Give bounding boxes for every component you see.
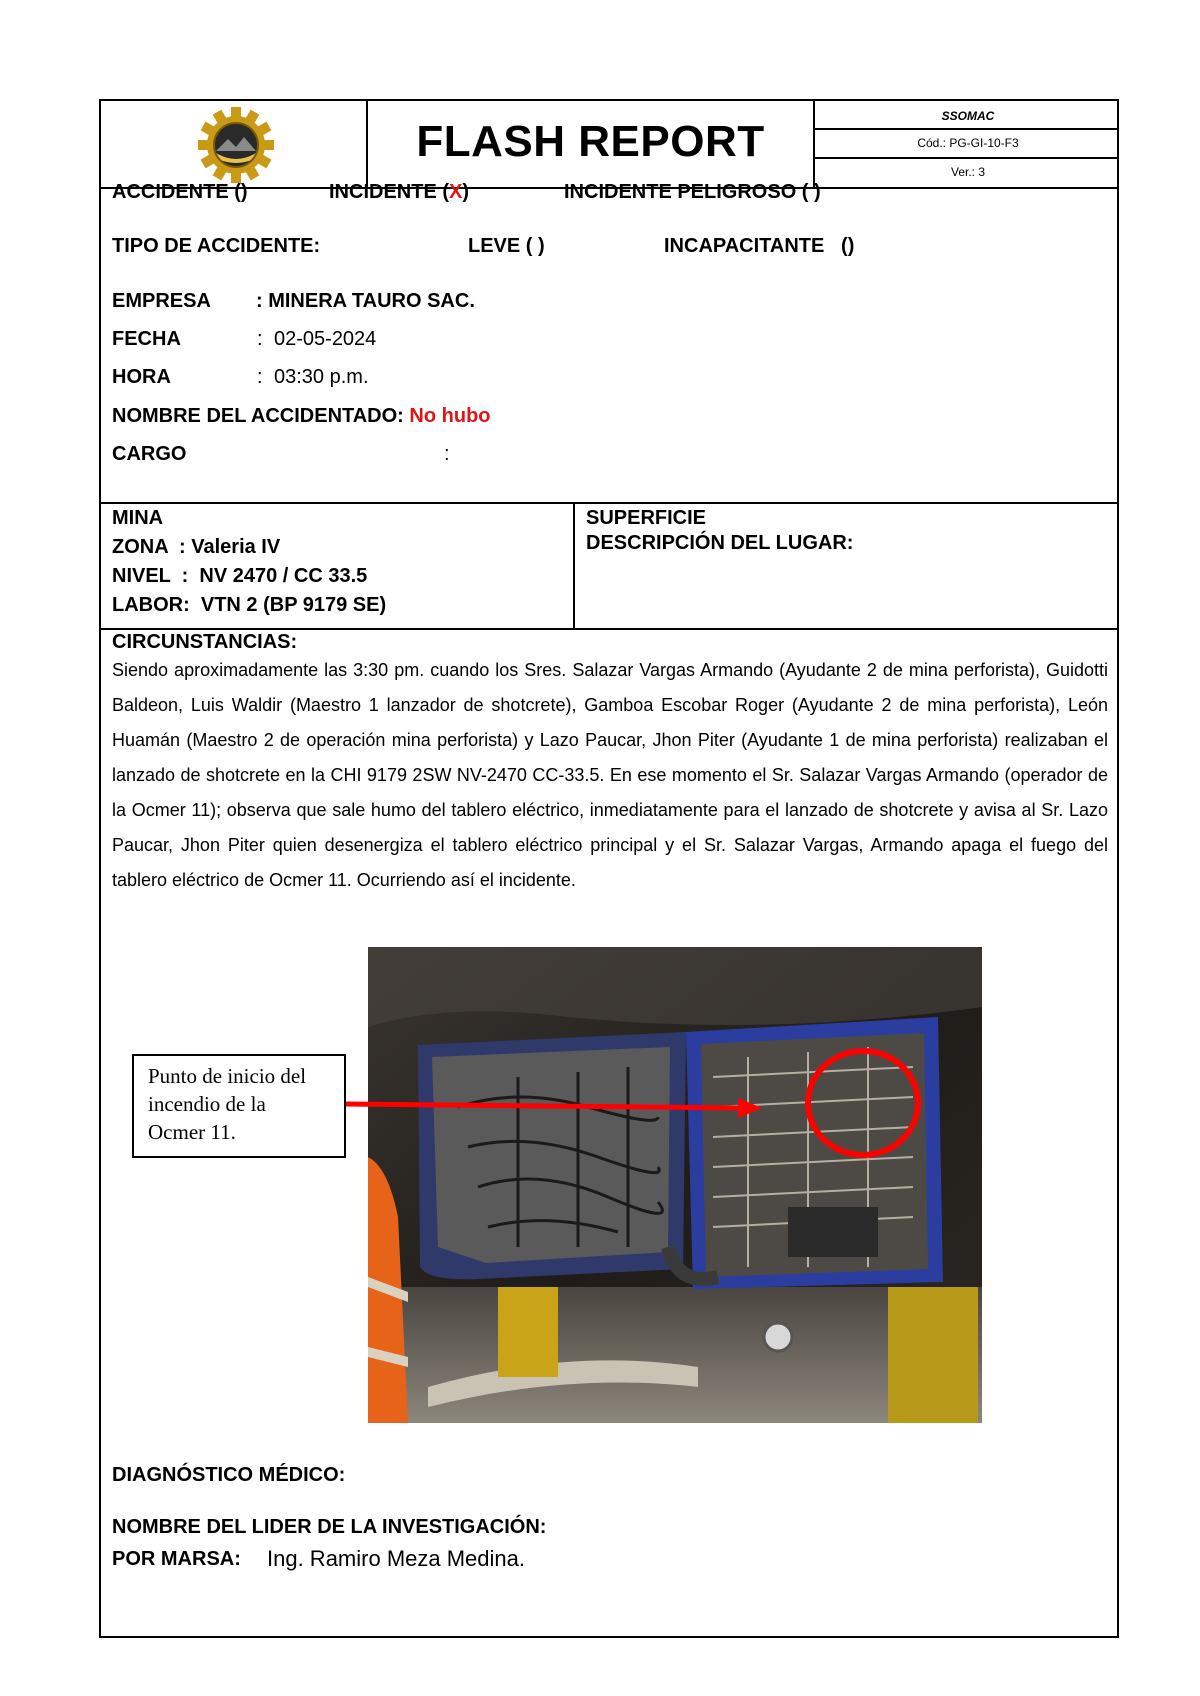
descripcion-lugar-label: DESCRIPCIÓN DEL LUGAR: xyxy=(586,532,854,554)
zona-field: ZONA : Valeria IV xyxy=(112,536,281,558)
callout-line-3: Ocmer 11. xyxy=(148,1120,236,1144)
incident-photo xyxy=(368,947,982,1423)
diagnostico-label: DIAGNÓSTICO MÉDICO: xyxy=(112,1464,346,1486)
nivel-field: NIVEL : NV 2470 / CC 33.5 xyxy=(112,565,368,587)
cargo-colon: : xyxy=(444,443,450,465)
document-code: Cód.: PG-GI-10-F3 xyxy=(917,136,1019,150)
fecha-colon: : xyxy=(257,328,263,350)
page-title: FLASH REPORT xyxy=(416,117,765,166)
location-bottom-line xyxy=(101,628,1117,630)
hora-colon: : xyxy=(257,366,263,388)
empresa-label: EMPRESA xyxy=(112,290,211,312)
header-cell-line-1 xyxy=(815,128,1117,130)
incidente-peligroso-label: INCIDENTE PELIGROSO ( ) xyxy=(564,181,821,203)
lider-investigacion-label: NOMBRE DEL LIDER DE LA INVESTIGACIÓN: xyxy=(112,1516,547,1538)
ssomac-label: SSOMAC xyxy=(941,109,995,123)
callout-arrow xyxy=(346,1091,766,1121)
marsa-label: POR MARSA: xyxy=(112,1548,241,1570)
fecha-label: FECHA xyxy=(112,328,181,350)
leve-option: LEVE ( ) xyxy=(468,235,545,257)
location-divider xyxy=(573,502,575,628)
superficie-label: SUPERFICIE xyxy=(586,507,707,529)
info-bottom-line xyxy=(101,502,1117,504)
fecha-value: 02-05-2024 xyxy=(274,328,377,350)
callout-line-1: Punto de inicio del xyxy=(148,1064,307,1088)
flash-report-form xyxy=(99,99,1119,1638)
incidente-mark: X xyxy=(449,181,463,203)
callout-line-2: incendio de la xyxy=(148,1092,266,1116)
mina-label: MINA xyxy=(112,507,164,529)
circunstancias-text: Siendo aproximadamente las 3:30 pm. cuando los Sres. Salazar Vargas Armando (Ayudante 2 de mina perforista), Guidotti Baldeon, Luis Waldir (Maestro 1 lanzador de shotcrete), Gamboa Escobar Roger (Ayudante 2 de mina perforista), León Huamán (Maestro 2 de operación mina perforista) y Lazo Paucar, Jhon Piter (Ayudante 1 de mina perforista) realizaban el lanzado de shotcrete en la CHI 9179 2SW NV-2470 CC-33.5. En ese momento el Sr. Salazar Vargas Armando (operador de la Ocmer 11); observa que sale humo del tablero eléctrico, inmediatamente para el lanzado de shotcrete y avisa al Sr. Lazo Paucar, Jhon Piter quien desenergiza el tablero eléctrico principal y el Sr. Salazar Vargas, Armando apaga el fuego del tablero eléctrico de Ocmer 11. Ocurriendo así el incidente. xyxy=(112,660,1108,890)
accidente-checkbox-label: ACCIDENTE () xyxy=(112,181,248,203)
hora-label: HORA xyxy=(112,366,171,388)
photo-callout xyxy=(132,1054,346,1158)
marsa-value: Ing. Ramiro Meza Medina. xyxy=(267,1546,525,1571)
cargo-label: CARGO xyxy=(112,443,187,465)
accidentado-value: No hubo xyxy=(409,405,491,427)
accidentado-label: NOMBRE DEL ACCIDENTADO: No hubo xyxy=(112,405,491,427)
incapacitante-option: INCAPACITANTE () xyxy=(664,235,855,257)
circunstancias-label: CIRCUNSTANCIAS: xyxy=(112,631,298,653)
company-logo xyxy=(198,107,274,183)
labor-field: LABOR: VTN 2 (BP 9179 SE) xyxy=(112,594,387,616)
hora-value: 03:30 p.m. xyxy=(274,366,369,388)
incidente-checkbox-label: INCIDENTE (X) xyxy=(329,181,470,203)
tipo-accidente-label: TIPO DE ACCIDENTE: xyxy=(112,235,321,257)
document-version: Ver.: 3 xyxy=(950,165,986,179)
empresa-value: : MINERA TAURO SAC. xyxy=(256,290,475,312)
header-cell-line-2 xyxy=(815,157,1117,159)
